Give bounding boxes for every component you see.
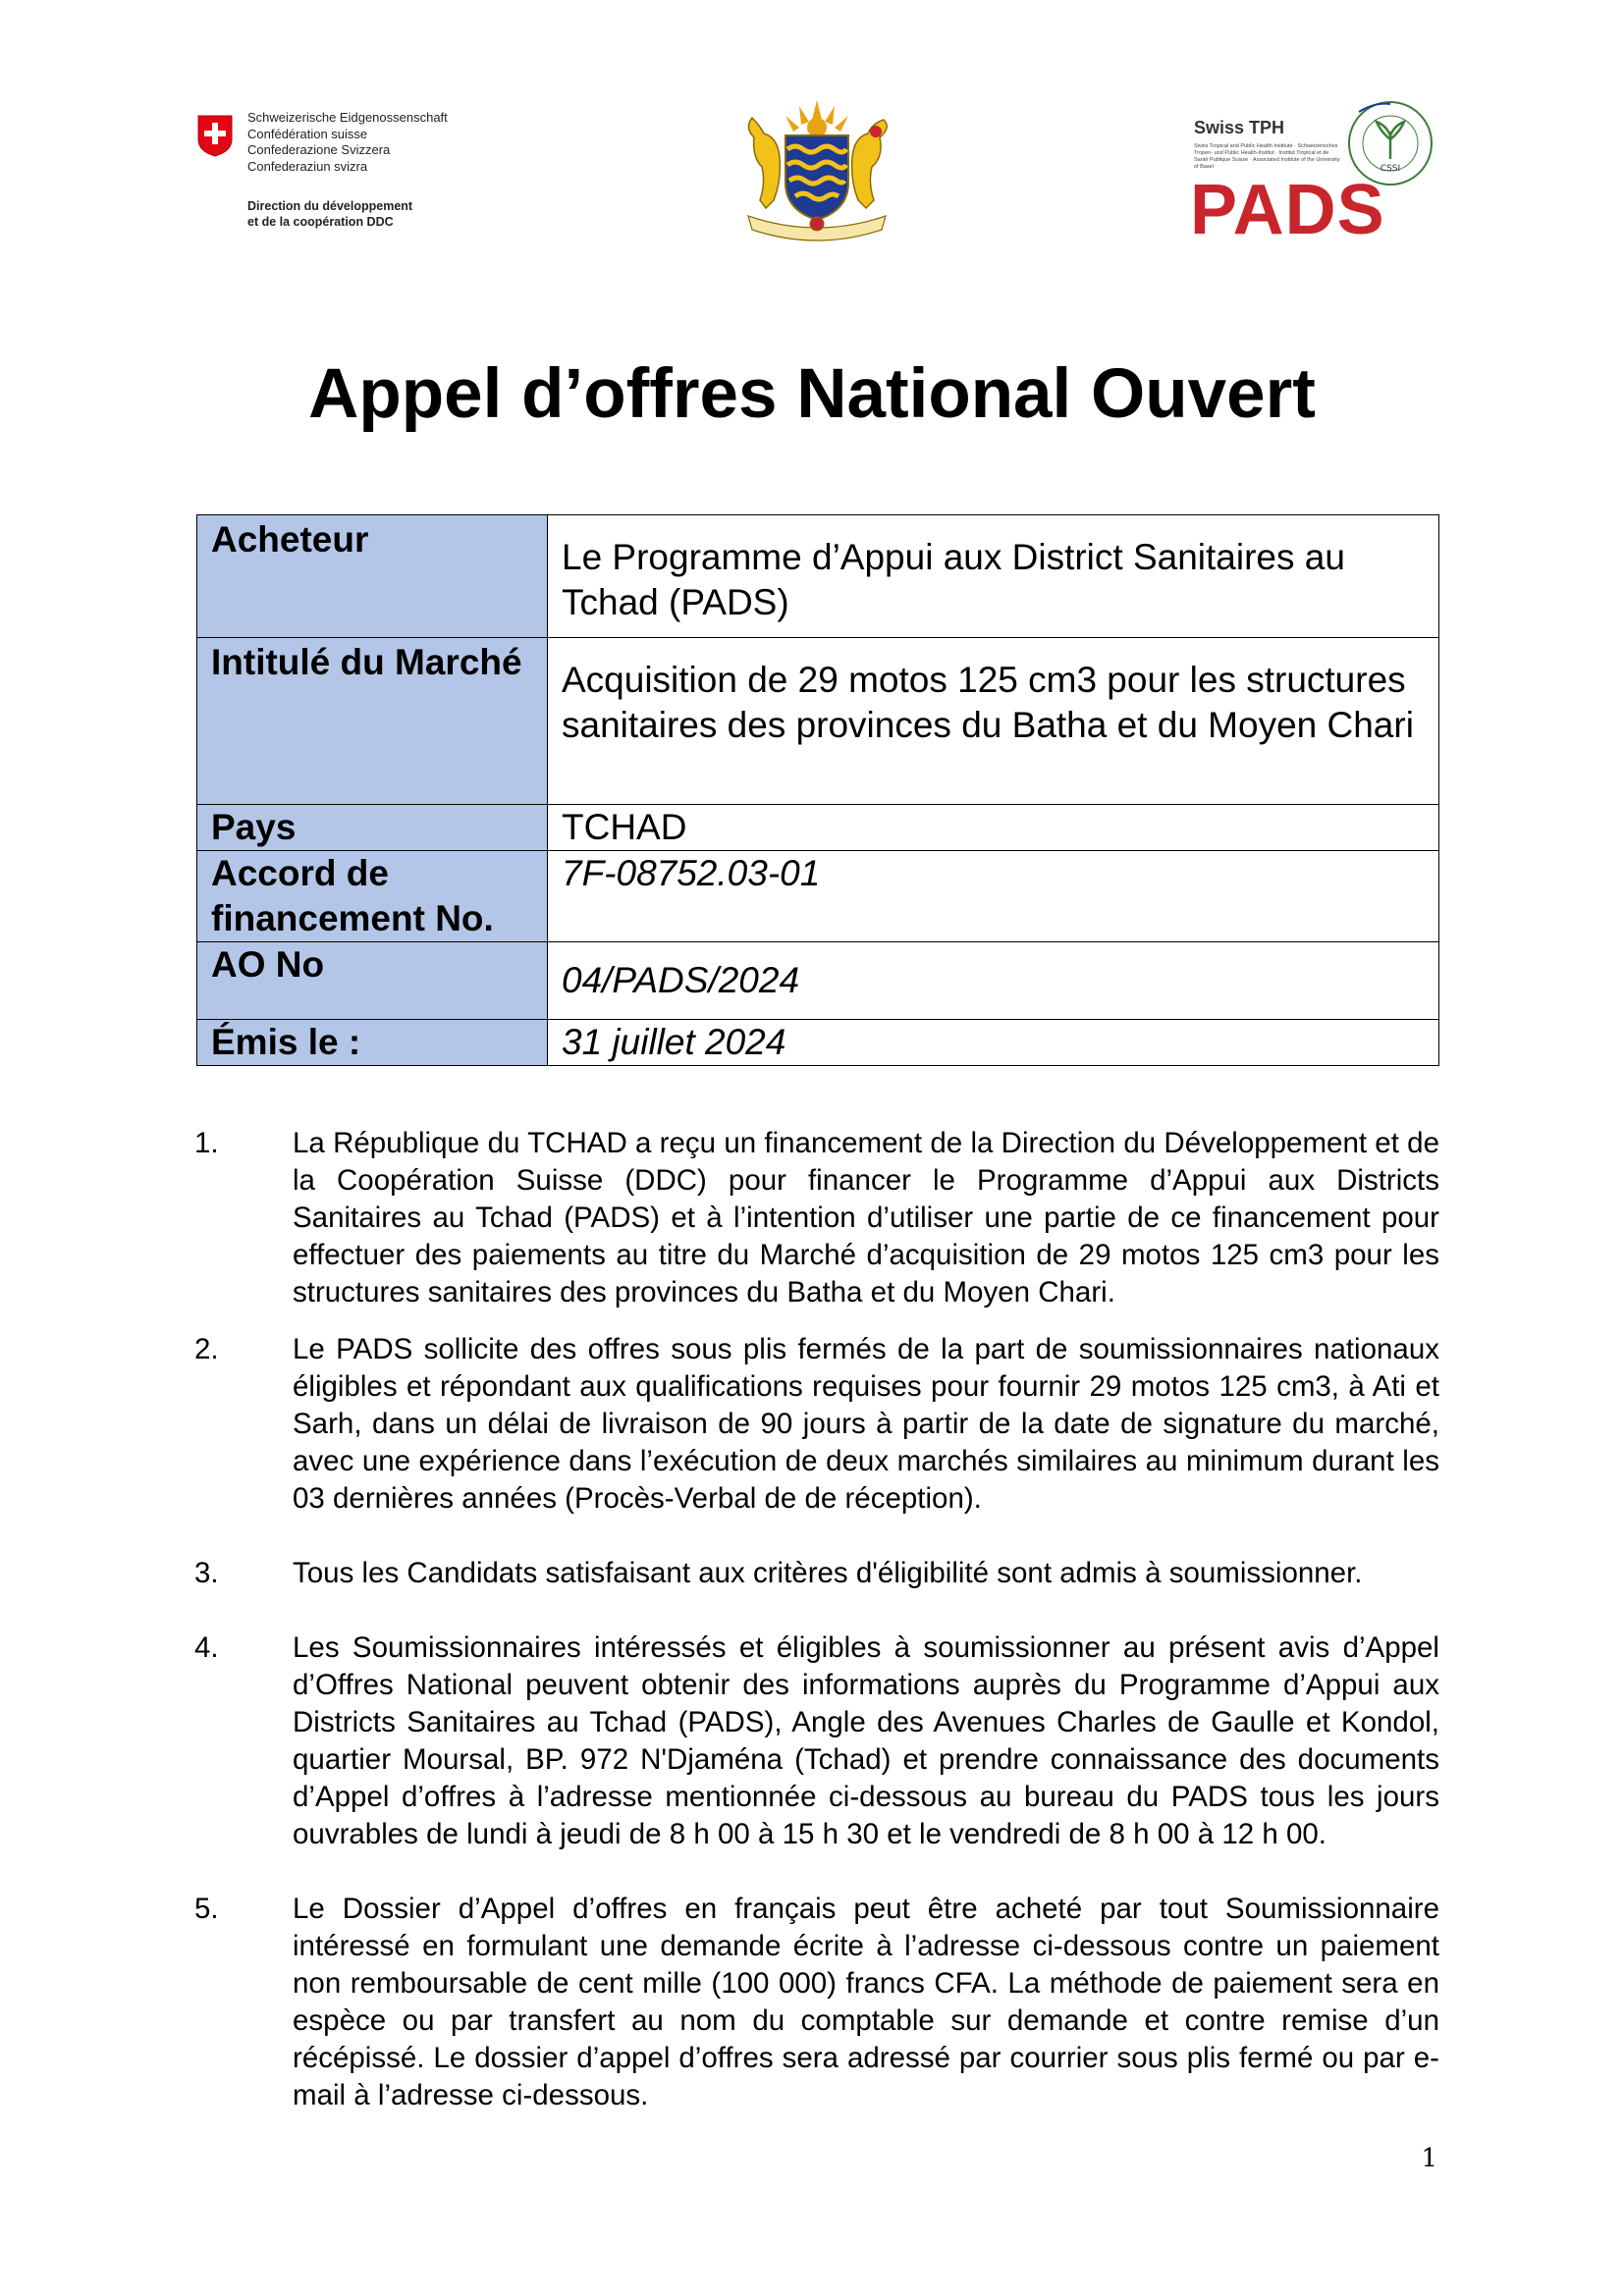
- swiss-name-line: Confederazione Svizzera: [247, 142, 391, 157]
- swiss-name-line: Schweizerische Eidgenossenschaft: [247, 110, 448, 125]
- row-value-buyer: Le Programme d’Appui aux District Sanitaires au Tchad (PADS): [548, 515, 1439, 638]
- paragraph-text: Les Soumissionnaires intéressés et éligibles à soumissionner au présent avis d’Appel d’Offres National peuvent obtenir des informations auprès du Programme d’Appui aux Districts Sanitaires au Tchad (PADS), Angle des Avenues Charles de Gaulle et Kondol, quartier Moursal, BP. 972 N'Djaména (Tchad) et prendre connaissance des documents d’Appel d’offres à l’adresse mentionnée ci-dessous au bureau du PADS tous les jours ouvrables de lundi à jeudi de 8 h 00 à 15 h 30 et le vendredi de 8 h 00 à 12 h 00.: [293, 1631, 1439, 1850]
- row-label-ao-number: AO No: [197, 942, 548, 1020]
- ddc-line: et de la coopération DDC: [247, 215, 394, 229]
- pads-logo: [1190, 98, 1435, 249]
- paragraph-2: [194, 1331, 1439, 1518]
- row-label-financing-agreement: Accord de financement No.: [197, 851, 548, 942]
- paragraph-number: 5.: [194, 1893, 219, 1925]
- table-row: [197, 942, 1439, 1020]
- swiss-confederation-names: [247, 110, 448, 175]
- paragraph-text: Le Dossier d’Appel d’offres en français peut être acheté par tout Soumissionnaire intéressé en formulant une demande écrite à l’adresse ci-dessous contre un paiement non remboursable de cent mille (100 000) francs CFA. La méthode de paiement sera en espèce ou par transfert au nom du comptable sur demande et contre remise d’un récépissé. Le dossier d’appel d’offres sera adressé par courrier sous plis fermé ou par e-mail à l’adresse ci-dessous.: [293, 1893, 1439, 2111]
- swiss-tph-subtitle: Swiss Tropical and Public Health Institute · Schweizerisches Tropen- und Public Health-Institut · Institut Tropical et de Santé Publique Suisse · Associated Institute of the University of Basel: [1194, 143, 1340, 170]
- table-row: [197, 1020, 1439, 1066]
- paragraph-text: La République du TCHAD a reçu un financement de la Direction du Développement et de la Coopération Suisse (DDC) pour financer le Programme d’Appui aux Districts Sanitaires au Tchad (PADS) et à l’intention d’utiliser une partie de ce financement pour effectuer des paiements au titre du Marché d’acquisition de 29 motos 125 cm3 pour les structures sanitaires des provinces du Batha et du Moyen Chari.: [293, 1127, 1439, 1308]
- swiss-name-line: Confederaziun svizra: [247, 158, 368, 174]
- swiss-flag-icon: [196, 114, 234, 157]
- paragraph-number: 2.: [194, 1333, 219, 1365]
- paragraph-number: 3.: [194, 1557, 219, 1589]
- row-label-buyer: Acheteur: [197, 515, 548, 638]
- row-label-contract-title: Intitulé du Marché: [197, 638, 548, 805]
- row-value-ao-number: 04/PADS/2024: [548, 942, 1439, 1020]
- page-number: 1: [1421, 2144, 1437, 2173]
- chad-coat-of-arms-icon: [734, 98, 899, 243]
- row-value-issued-on: 31 juillet 2024: [548, 1020, 1439, 1066]
- table-row: [197, 638, 1439, 805]
- tender-info-table: [196, 514, 1439, 1066]
- paragraph-number: 1.: [194, 1127, 219, 1159]
- paragraph-4: [194, 1629, 1439, 1853]
- row-label-issued-on: Émis le :: [197, 1020, 548, 1066]
- table-row: [197, 515, 1439, 638]
- row-label-country: Pays: [197, 805, 548, 851]
- table-row: [197, 851, 1439, 942]
- paragraph-5: [194, 1891, 1439, 2114]
- ddc-name: [247, 198, 412, 230]
- ddc-line: Direction du développement: [247, 199, 413, 213]
- paragraph-1: [194, 1125, 1439, 1311]
- row-value-country: TCHAD: [548, 805, 1439, 851]
- swiss-tph-label: Swiss TPH: [1194, 118, 1285, 137]
- paragraph-text: Le PADS sollicite des offres sous plis fermés de la part de soumissionnaires nationaux éligibles et répondant aux qualifications requises pour fournir 29 motos 125 cm3, à Ati et Sarh, dans un délai de livraison de 90 jours à partir de la date de signature du marché, avec une expérience dans l’exécution de deux marchés similaires au minimum durant les 03 dernières années (Procès-Verbal de de réception).: [293, 1333, 1439, 1515]
- csi-abbr: CSSI: [1380, 164, 1401, 174]
- swiss-name-line: Confédération suisse: [247, 126, 368, 141]
- pads-wordmark: PADS: [1190, 171, 1385, 249]
- swiss-confederation-logo: [196, 110, 520, 233]
- paragraph-text: Tous les Candidats satisfaisant aux critères d'éligibilité sont admis à soumissionner.: [293, 1557, 1363, 1589]
- paragraph-number: 4.: [194, 1631, 219, 1664]
- row-value-contract-title: Acquisition de 29 motos 125 cm3 pour les structures sanitaires des provinces du Batha et du Moyen Chari: [548, 638, 1439, 805]
- table-row: [197, 805, 1439, 851]
- row-value-financing-agreement: 7F-08752.03-01: [548, 851, 1439, 942]
- paragraph-3: [194, 1555, 1439, 1592]
- document-title: Appel d’offres National Ouvert: [308, 355, 1316, 433]
